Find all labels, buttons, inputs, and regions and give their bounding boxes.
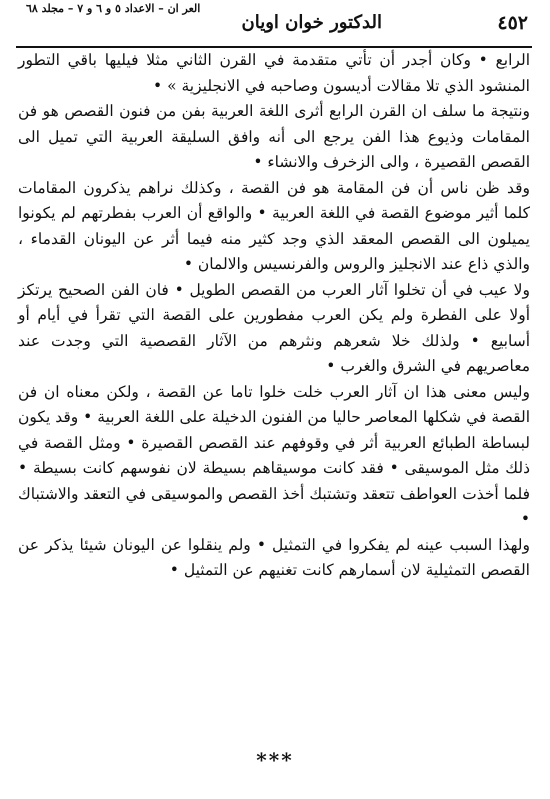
article-body	[16, 48, 532, 584]
page-header	[16, 0, 532, 48]
section-end-ornament: ***	[256, 748, 294, 772]
paragraph: الرابع • وكان أجدر أن تأتي متقدمة في القرن الثاني مثلا فيليها باقي التطور المنشود الذي تلا مقالات أديسون وصاحبه في الانجليزية » •	[18, 51, 530, 95]
page-number: ٤٥٢	[497, 12, 528, 34]
author-name: الدكتور خوان اويان	[241, 12, 382, 33]
journal-reference: العر ان – الاعداد ٥ و ٦ و ٧ – مجلد ٦٨	[26, 2, 201, 15]
paragraph: وليس معنى هذا ان آثار العرب خلت خلوا تاما عن القصة ، ولكن معناه ان فن القصة في شكلها المعاصر حاليا من الفنون الدخيلة على اللغة العربية • وقد يكون لبساطة الطبائع العربية أثر في وقوفهم عند القصص القصيرة • ومثل القصة في ذلك مثل الموسيقى • فقد كانت موسيقاهم بسيطة لان نفوسهم كانت بسيطة • فلما أخذت العواطف تتعقد وتشتبك أخذ القصص والموسيقى في التعقد والاشتباك •	[18, 382, 530, 528]
paragraph: ولهذا السبب عينه لم يفكروا في التمثيل • ولم ينقلوا عن اليونان شيئا يذكر عن القصص التمثيلية لان أسمارهم كانت تغنيهم عن التمثيل •	[18, 535, 530, 579]
paragraph: وقد ظن ناس أن فن المقامة هو فن القصة ، وكذلك نراهم يذكرون المقامات كلما أثير موضوع القصة في اللغة العربية • والواقع أن العرب بفطرتهم لم يكونوا يميلون الى القصص المعقد الذي وجد كثير منه فيما أثر عن اليونان القدماء ، والذي ذاع عند الانجليز والروس والفرنسيس والالمان •	[18, 178, 530, 273]
paragraph: ولا عيب في أن تخلوا آثار العرب من القصص الطويل • فان الفن الصحيح يرتكز أولا على الفطرة ولم يكن العرب مفطورين على القصة التي تقرأ في أيام أو أسابيع • ولذلك خلا شعرهم ونثرهم من الآثار القصصية التي وجدت عند معاصريهم في الشرق والغرب •	[18, 280, 530, 375]
paragraph: ونتيجة ما سلف ان القرن الرابع أثرى اللغة العربية بفن من فنون القصص هو فن المقامات وذيوع هذا الفن يرجع الى أنه وافق السليقة العربية التي تميل الى القصص القصيرة ، والى الزخرف والانشاء •	[18, 102, 530, 171]
